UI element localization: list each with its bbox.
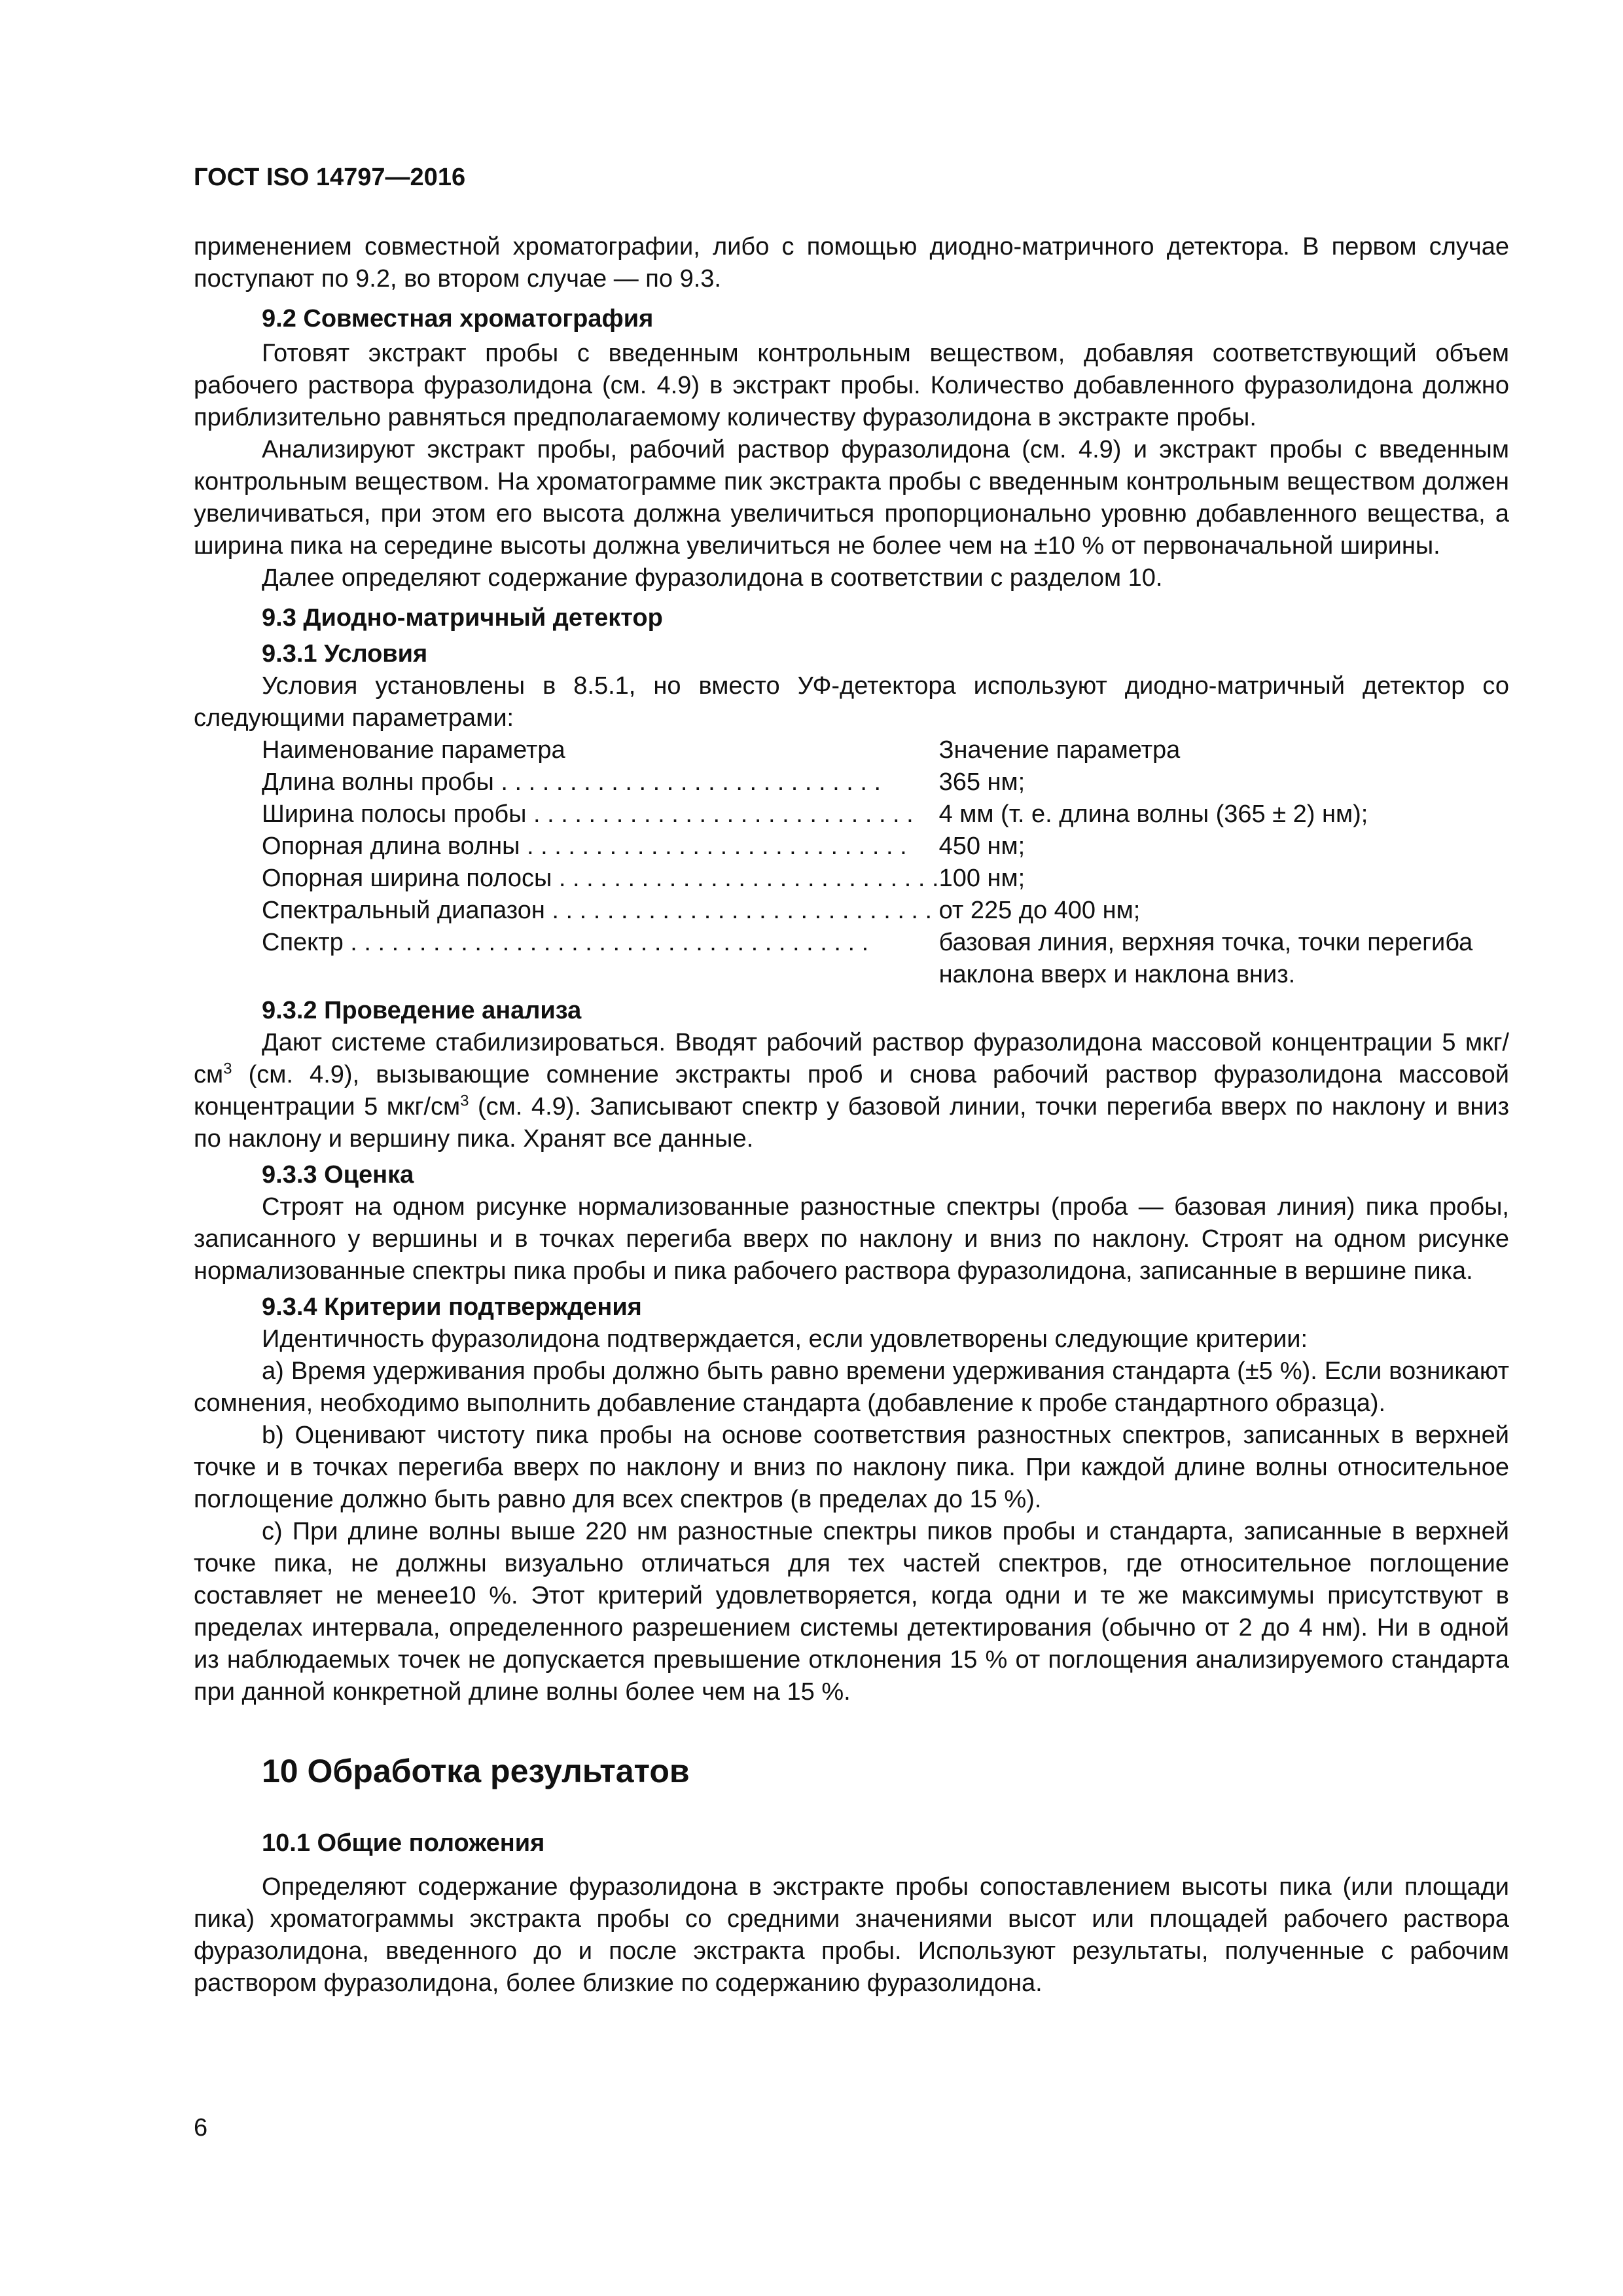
section-9-3-3-title: 9.3.3 Оценка: [262, 1161, 414, 1189]
superscript: 3: [223, 1060, 232, 1078]
document-page: [194, 164, 1509, 2000]
section-10-1-title: 10.1 Общие положения: [262, 1829, 545, 1857]
criterion-a: a) Время удерживания пробы должно быть равно времени удерживания стандарта (±5 %). Если возникают сомнения, необходимо выполнить добавление стандарта (добавление к пробе стандартного образца).: [194, 1357, 1509, 1417]
table-row: Опорная ширина полосы . . . . . . . . . . . . . . . . . . . . . . . . . . . . 100 нм;: [262, 863, 1472, 895]
section-9-3-4-title: 9.3.4 Критерии подтверждения: [262, 1293, 642, 1321]
param-value: от 225 до 400 нм;: [938, 897, 1141, 924]
param-header-name: Наименование параметра: [262, 736, 565, 764]
section-9-3-1-title: 9.3.1 Условия: [262, 640, 428, 668]
param-header-value: Значение параметра: [938, 736, 1181, 764]
criterion-c: c) При длине волны выше 220 нм разностные спектры пиков пробы и стандарта, записанные в верхней точке пика, не должны визуально отличаться для тех частей спектров, где относительное поглощение составляет не менее10 %. Этот критерий удовлетворяется, когда одни и те же максимумы присутствуют в пределах интервала, определенного разрешением системы детектирования (обычно от 2 до 4 нм). Ни в одной из наблюдаемых точек не допускается превышение отклонения 15 % от поглощения анализируемого стандарта при данной конкретной длине волны более чем на 15 %.: [194, 1518, 1509, 1706]
table-row: Спектральный диапазон . . . . . . . . . . . . . . . . . . . . . . . . . . . . от 225 до 400 нм;: [262, 895, 1472, 927]
page-number: 6: [194, 2114, 208, 2142]
criterion-b: b) Оценивают чистоту пика пробы на основе соответствия разностных спектров, записанных в верхней точке и в точках перегиба вверх по наклону и вниз по наклону пика. При каждой длине волны относительное поглощение должно быть равно для всех спектров (в пределах до 15 %).: [194, 1422, 1509, 1513]
param-value: 4 мм (т. е. длина волны (365 ± 2) нм);: [938, 800, 1368, 828]
superscript: 3: [460, 1092, 469, 1110]
parameter-table-header: [262, 734, 1472, 766]
section-9-3-2-title: 9.3.2 Проведение анализа: [262, 997, 582, 1024]
paragraph-intro: применением совместной хроматографии, либо с помощью диодно-матричного детектора. В первом случае поступают по 9.2, во втором случае — по 9.3.: [194, 233, 1509, 293]
section-9-3-2-text: [194, 1027, 1509, 1155]
param-value: 450 нм;: [938, 833, 1026, 860]
parameter-table: [262, 734, 1472, 991]
param-name: Ширина полосы пробы: [262, 800, 527, 828]
param-value-continuation: наклона вверх и наклона вниз.: [938, 961, 1296, 988]
text-run: Дают системе стабилизироваться. Вводят рабочий раствор фуразолидона массовой концентрации 5 мкг/см: [194, 1029, 1509, 1088]
text-run: (см. 4.9), вызывающие сомнение экстракты проб и снова рабочий раствор фуразолидона массовой концентрации 5 мкг/см: [194, 1061, 1509, 1121]
param-value: 100 нм;: [938, 865, 1026, 892]
section-9-3-1-text: Условия установлены в 8.5.1, но вместо УФ-детектора используют диодно-матричный детектор со следующими параметрами:: [194, 672, 1509, 732]
section-9-2-paragraph-2: Анализируют экстракт пробы, рабочий раствор фуразолидона (см. 4.9) и экстракт пробы с введенным контрольным веществом. На хроматограмме пик экстракта пробы с введенным контрольным веществом должен увеличиваться, при этом его высота должна увеличиться пропорционально уровню добавленного вещества, а ширина пика на середине высоты должна увеличиться не более чем на ±10 % от первоначальной ширины.: [194, 436, 1509, 560]
section-9-3-title: 9.3 Диодно-матричный детектор: [262, 604, 663, 632]
document-header: ГОСТ ISO 14797—2016: [194, 164, 466, 191]
table-row: Длина волны пробы . . . . . . . . . . . . . . . . . . . . . . . . . . . . 365 нм;: [262, 766, 1472, 798]
section-9-2-paragraph-3: Далее определяют содержание фуразолидона в соответствии с разделом 10.: [262, 564, 1163, 592]
param-name: Опорная ширина полосы: [262, 865, 552, 892]
section-9-2-paragraph-1: Готовят экстракт пробы с введенным контрольным веществом, добавляя соответствующий объем рабочего раствора фуразолидона (см. 4.9) в экстракт пробы. Количество добавленного фуразолидона должно приблизительно равняться предполагаемому количеству фуразолидона в экстракте пробы.: [194, 340, 1509, 431]
section-9-2-title: 9.2 Совместная хроматография: [262, 305, 654, 332]
param-name: Длина волны пробы: [262, 768, 494, 796]
param-value: базовая линия, верхняя точка, точки перегиба: [938, 929, 1473, 956]
param-name: Опорная длина волны: [262, 833, 520, 860]
param-name: Спектр: [262, 929, 344, 956]
table-row: Спектр . . . . . . . . . . . . . . . . . . . . . . . . . . . . . . . . . . . . . . базовая линия, верхняя точка, точки перегиба: [262, 927, 1472, 959]
table-row: [262, 959, 1472, 991]
param-value: 365 нм;: [938, 768, 1026, 796]
table-row: Ширина полосы пробы . . . . . . . . . . . . . . . . . . . . . . . . . . . . 4 мм (т. е. длина волны (365 ± 2) нм);: [262, 798, 1472, 831]
param-name: Спектральный диапазон: [262, 897, 545, 924]
section-10-1-text: Определяют содержание фуразолидона в экстракте пробы сопоставлением высоты пика (или площади пика) хроматограммы экстракта пробы со средними значениями высот или площадей рабочего раствора фуразолидона, введенного до и после экстракта пробы. Используют результаты, полученные с рабочим раствором фуразолидона, более близкие по содержанию фуразолидона.: [194, 1873, 1509, 1997]
section-9-3-4-intro: Идентичность фуразолидона подтверждается, если удовлетворены следующие критерии:: [262, 1325, 1308, 1353]
table-row: Опорная длина волны . . . . . . . . . . . . . . . . . . . . . . . . . . . . 450 нм;: [262, 831, 1472, 863]
section-9-3-3-text: Строят на одном рисунке нормализованные разностные спектры (проба — базовая линия) пика пробы, записанного у вершины и в точках перегиба вверх по наклону и вниз по наклону. Строят на одном рисунке нормализованные спектры пика пробы и пика рабочего раствора фуразолидона, записанные в вершине пика.: [194, 1193, 1509, 1285]
section-10-title: 10 Обработка результатов: [262, 1753, 690, 1789]
text-run: (см. 4.9). Записывают спектр у базовой линии, точки перегиба вверх по наклону и вниз по наклону и вершину пика. Хранят все данные.: [194, 1093, 1509, 1153]
